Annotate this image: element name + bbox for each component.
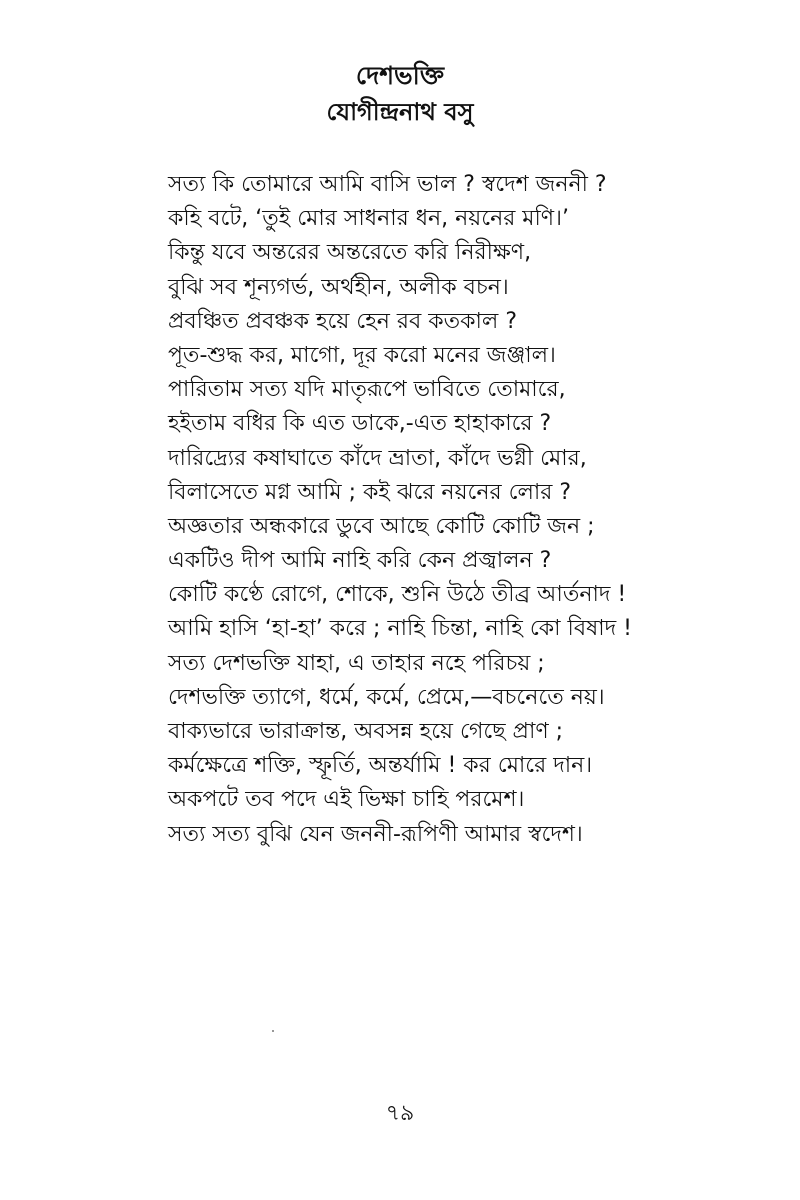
poem-title: দেশভক্তি: [355, 61, 445, 90]
poem-line: সত্য দেশভক্তি যাহা, এ তাহার নহে পরিচয় ;: [168, 650, 545, 676]
poem-line: বাক্যভারে ভারাক্রান্ত, অবসন্ন হয়ে গেছে প্রাণ ;: [168, 719, 564, 744]
poem-line: বিলাসেতে মগ্ন আমি ; কই ঝরে নয়নের লোর ?: [168, 479, 572, 505]
poem-line: একটিও দীপ আমি নাহি করি কেন প্রজ্বালন ?: [168, 548, 552, 574]
poem-author: যোগীন্দ্রনাথ বসু: [326, 98, 474, 126]
poem-body: [168, 168, 788, 852]
poem-line: আমি হাসি ‘হা-হা’ করে ; নাহি চিন্তা, নাহি কো বিষাদ !: [168, 616, 632, 642]
poem-line: হইতাম বধির কি এত ডাকে,-এত হাহাকারে ?: [168, 411, 552, 437]
poem-line: পারিতাম সত্য যদি মাতৃরূপে ভাবিতে তোমারে,: [168, 377, 566, 403]
poem-line: দেশভক্তি ত্যাগে, ধর্মে, কর্মে, প্রেমে,—বচনেতে নয়।: [168, 684, 605, 710]
poem-line: অজ্ঞতার অন্ধকারে ডুবে আছে কোটি কোটি জন ;: [168, 513, 595, 539]
poem-line: কিন্তু যবে অন্তরের অন্তরেতে করি নিরীক্ষণ,: [168, 240, 532, 266]
paper-speck: [272, 1030, 274, 1032]
poem-line: প্রবঞ্চিত প্রবঞ্চক হয়ে হেন রব কতকাল ?: [168, 308, 517, 334]
page-number: ৭৯: [385, 1101, 415, 1126]
poem-line: কহি বটে, ‘তুই মোর সাধনার ধন, নয়নের মণি।’: [168, 206, 569, 232]
poem-line: পূত-শুদ্ধ কর, মাগো, দূর করো মনের জঞ্জাল।: [168, 342, 556, 368]
poem-line: সত্য সত্য বুঝি যেন জননী-রূপিণী আমার স্বদেশ।: [168, 821, 583, 847]
poem-line: বুঝি সব শূন্যগর্ভ, অর্থহীন, অলীক বচন।: [168, 274, 509, 300]
poem-line: অকপটে তব পদে এই ভিক্ষা চাহি পরমেশ।: [168, 787, 525, 813]
poem-line: সত্য কি তোমারে আমি বাসি ভাল ? স্বদেশ জননী ?: [168, 172, 607, 197]
poem-line: কোটি কণ্ঠে রোগে, শোকে, শুনি উঠে তীব্র আর্তনাদ !: [168, 582, 627, 608]
poem-line: কর্মক্ষেত্রে শক্তি, স্ফূর্তি, অন্তর্যামি ! কর মোরে দান।: [168, 753, 593, 779]
poem-line: দারিদ্র্যের কষাঘাতে কাঁদে ভ্রাতা, কাঁদে ভগ্নী মোর,: [168, 445, 587, 471]
